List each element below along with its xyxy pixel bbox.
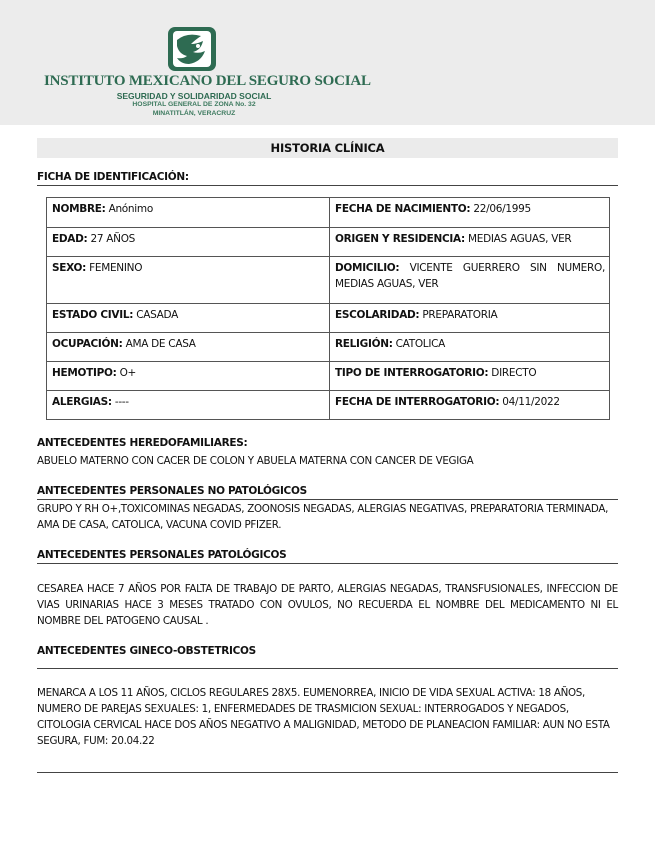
table-cell [47, 304, 330, 333]
table-cell [47, 333, 330, 362]
identification-heading: FICHA DE IDENTIFICACIÓN: [37, 171, 189, 183]
table-row [47, 228, 610, 257]
table-cell [330, 257, 610, 304]
field-label: TIPO DE INTERROGATORIO: [335, 367, 489, 379]
field-value: VICENTE GUERRERO SIN NUMERO, MEDIAS AGUAS, VER [335, 262, 605, 290]
section-divider [37, 185, 618, 186]
field-label: NOMBRE: [52, 203, 106, 215]
table-cell [330, 362, 610, 391]
field-value: FEMENINO [86, 262, 143, 274]
table-row [47, 257, 610, 304]
field-value: ---- [111, 396, 129, 408]
table-cell [330, 198, 610, 228]
heredofamiliares-heading: ANTECEDENTES HEREDOFAMILIARES: [37, 437, 248, 449]
no-patologicos-text: GRUPO Y RH O+,TOXICOMINAS NEGADAS, ZOONOSIS NEGADAS, ALERGIAS NEGATIVAS, PREPARATORIA TERMINADA, AMA DE CASA, CATOLICA, VACUNA COVID PFIZER. [37, 503, 609, 531]
identification-table [46, 197, 610, 420]
field-label: RELIGIÓN: [335, 338, 393, 350]
patologicos-heading: ANTECEDENTES PERSONALES PATOLÓGICOS [37, 549, 287, 561]
hospital-city: MINATITLÁN, VERACRUZ [152, 110, 236, 117]
field-value: 04/11/2022 [499, 396, 560, 408]
table-cell [47, 198, 330, 228]
table-cell [47, 362, 330, 391]
field-label: FECHA DE INTERROGATORIO: [335, 396, 500, 408]
table-row [47, 333, 610, 362]
section-divider [37, 772, 618, 773]
field-value: MEDIAS AGUAS, VER [464, 233, 572, 245]
table-cell [47, 228, 330, 257]
section-divider [37, 563, 618, 564]
table-cell [330, 391, 610, 420]
field-label: ORIGEN Y RESIDENCIA: [335, 233, 465, 245]
table-cell [330, 333, 610, 362]
field-label: EDAD: [52, 233, 88, 245]
field-value: AMA DE CASA [122, 338, 196, 350]
hospital-name: HOSPITAL GENERAL DE ZONA No. 32 [132, 101, 256, 108]
table-row [47, 391, 610, 420]
field-value: 22/06/1995 [470, 203, 531, 215]
heredofamiliares-text: ABUELO MATERNO CON CACER DE COLON Y ABUELA MATERNA CON CANCER DE VEGIGA [37, 455, 474, 467]
field-label: ALERGIAS: [52, 396, 112, 408]
institution-subtitle: SEGURIDAD Y SOLIDARIDAD SOCIAL [116, 91, 272, 101]
document-title: HISTORIA CLÍNICA [37, 138, 618, 158]
table-cell [47, 391, 330, 420]
field-label: FECHA DE NACIMIENTO: [335, 203, 471, 215]
field-label: OCUPACIÓN: [52, 338, 123, 350]
table-row [47, 198, 610, 228]
table-row [47, 362, 610, 391]
field-label: ESTADO CIVIL: [52, 309, 134, 321]
table-cell [330, 304, 610, 333]
gineco-heading: ANTECEDENTES GINECO-OBSTETRICOS [37, 645, 256, 657]
field-label: HEMOTIPO: [52, 367, 117, 379]
field-value: CATOLICA [392, 338, 446, 350]
field-value: PREPARATORIA [419, 309, 498, 321]
institution-name: INSTITUTO MEXICANO DEL SEGURO SOCIAL [44, 73, 371, 89]
section-divider [37, 668, 618, 669]
field-value: Anónimo [105, 203, 153, 215]
field-value: O+ [116, 367, 137, 379]
field-value: CASADA [133, 309, 179, 321]
field-value: DIRECTO [488, 367, 537, 379]
document-header [0, 0, 655, 125]
table-cell [47, 257, 330, 304]
field-label: ESCOLARIDAD: [335, 309, 420, 321]
imss-eagle-logo-icon [167, 26, 217, 72]
gineco-text: MENARCA A LOS 11 AÑOS, CICLOS REGULARES 28X5. EUMENORREA, INICIO DE VIDA SEXUAL ACTIVA: 18 AÑOS, NUMERO DE PAREJAS SEXUALES: 1, ENFERMEDADES DE TRASMICION SEXUAL: INTERROGADOS Y NEGADOS, CITOLOGIA CERVICAL HACE DOS AÑOS NEGATIVO A MALIGNIDAD, METODO DE PLANEACION FAMILIAR: AUN NO ESTA SEGURA, FUM: 20.04.22 [37, 687, 610, 747]
field-label: SEXO: [52, 262, 87, 274]
table-row [47, 304, 610, 333]
section-divider [37, 499, 618, 500]
no-patologicos-heading: ANTECEDENTES PERSONALES NO PATOLÓGICOS [37, 485, 307, 497]
patologicos-text: CESAREA HACE 7 AÑOS POR FALTA DE TRABAJO DE PARTO, ALERGIAS NEGADAS, TRANSFUSIONALES, INFECCION DE VIAS URINARIAS HACE 3 MESES TRATADO CON OVULOS, NO RECUERDA EL NOMBRE DEL MEDICAMENTO NI EL NOMBRE DEL PATOGENO CAUSAL . [37, 583, 618, 627]
table-cell [330, 228, 610, 257]
field-value: 27 AÑOS [87, 233, 136, 245]
field-label: DOMICILIO: [335, 262, 400, 274]
